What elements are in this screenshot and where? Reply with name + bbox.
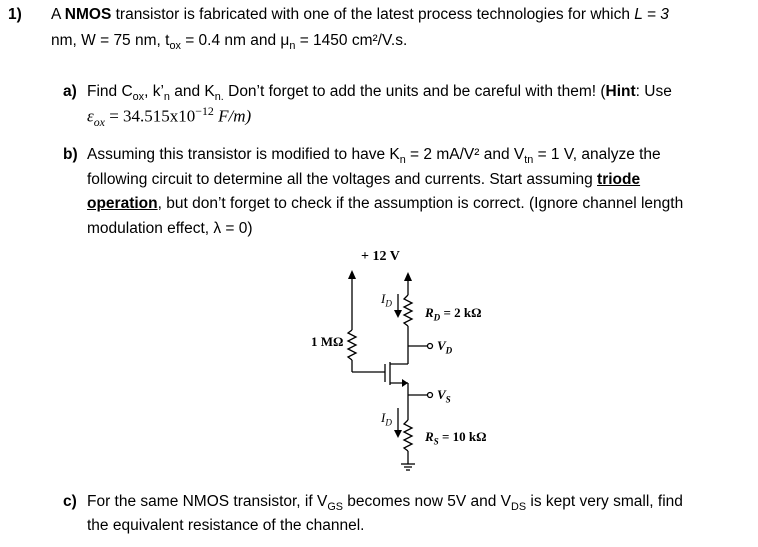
supply-voltage-label: + 12 V: [361, 249, 400, 264]
part-b-line-1: Assuming this transistor is modified to have $K_n = 2$ mA/V² and $V_{tn} = 1$ V, analyze the: [87, 146, 661, 167]
gate-supply-arrow: [348, 270, 356, 279]
vs-terminal: [428, 393, 433, 398]
problem-number: 1): [8, 6, 22, 23]
part-b-label: b): [63, 146, 78, 163]
id-bottom-label: $I_D$: [381, 410, 392, 428]
id-top-label: $I_D$: [381, 291, 392, 309]
gate-resistor-label: 1 MΩ: [311, 334, 344, 349]
drain-resistor: [404, 295, 412, 326]
source-resistor: [404, 420, 412, 451]
part-c-line-1: For the same NMOS transistor, if $V_{GS}$ becomes now 5V and $V_{DS}$ is kept very small, find: [87, 493, 683, 514]
problem-line-2: nm, W = 75 nm, $t_{ox} = 0.4$ nm and $\mu_n = 1450$ cm²/V.s.: [51, 32, 408, 53]
part-a-equation: $\varepsilon_{ox} = 34.515x10^{-12}$ F/m): [87, 104, 252, 130]
gate-resistor: [348, 330, 356, 360]
vs-label: $V_S$: [437, 387, 451, 405]
source-arrow: [402, 379, 408, 387]
part-b-line-3: operation, but don’t forget to check if the assumption is correct. (Ignore channel length: [87, 195, 684, 212]
part-c-line-2: the equivalent resistance of the channel.: [87, 517, 365, 534]
id-bottom-arrow: [394, 430, 402, 438]
drain-supply-arrow: [404, 272, 412, 281]
part-b-line-4: modulation effect, λ = 0): [87, 220, 253, 237]
rd-label: $R_D = 2$ kΩ: [425, 305, 482, 323]
part-a-label: a): [63, 83, 77, 100]
part-a-line-1: Find $C_{ox}$, $k’_n$ and $K_{n.}$ Don’t forget to add the units and be careful with them! (Hint: Use: [87, 83, 672, 104]
part-c-label: c): [63, 493, 77, 510]
problem-line-1: A NMOS transistor is fabricated with one of the latest process technologies for which L = 3: [51, 6, 669, 23]
id-top-arrow: [394, 310, 402, 318]
rs-label: $R_S = 10$ kΩ: [425, 429, 487, 447]
part-b-line-2: following circuit to determine all the voltages and currents. Start assuming triode: [87, 171, 641, 188]
vd-label: $V_D$: [437, 338, 453, 356]
vd-terminal: [428, 344, 433, 349]
